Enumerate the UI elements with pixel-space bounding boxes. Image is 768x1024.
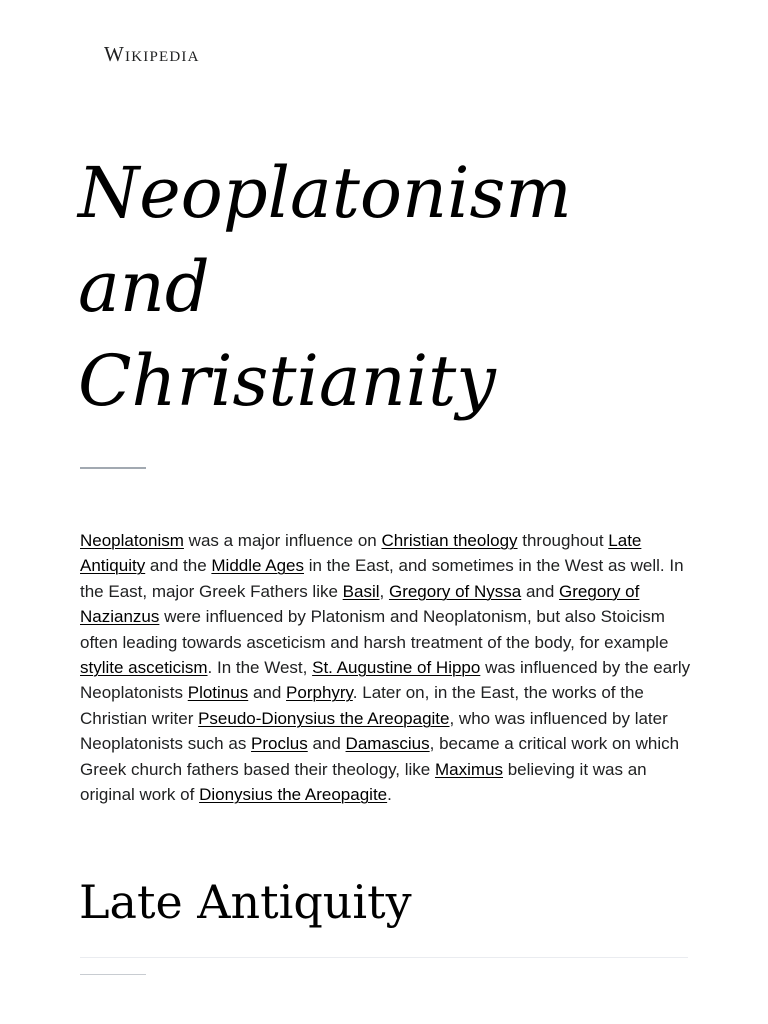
lead-text: throughout: [517, 531, 609, 550]
article-link[interactable]: stylite asceticism: [80, 658, 208, 678]
title-line: Christianity: [78, 340, 496, 422]
article-link[interactable]: St. Augustine of Hippo: [312, 658, 481, 678]
article-link[interactable]: Basil: [342, 581, 380, 601]
lead-text: was a major influence on: [183, 531, 382, 550]
article-link[interactable]: Middle Ages: [211, 556, 304, 576]
article-link[interactable]: Pseudo-Dionysius the Areopagite: [198, 708, 450, 728]
lead-text: , who was influenced by later Neoplatonists such as: [80, 708, 668, 754]
lead-text: . In the West,: [207, 658, 313, 678]
page-title: [78, 146, 718, 428]
article-link[interactable]: Plotinus: [187, 683, 249, 703]
wikipedia-wordmark[interactable]: Wikipedia: [104, 42, 200, 66]
title-line: Neoplatonism: [78, 152, 572, 234]
article-link[interactable]: Neoplatonism: [80, 531, 184, 550]
lead-text: and: [248, 683, 287, 703]
article-link[interactable]: Gregory of Nyssa: [388, 581, 522, 601]
lead-paragraph: [80, 528, 700, 807]
lead-text: and: [307, 734, 346, 754]
lead-text: .: [387, 785, 392, 805]
lead-text: . Later on, in the East, the works of the Christian writer: [80, 683, 644, 728]
lead-text: believing it was an original work of: [80, 759, 647, 805]
title-line: and: [78, 246, 210, 328]
lead-text: ,: [379, 581, 389, 601]
section-heading-late-antiquity[interactable]: Late Antiquity: [79, 875, 412, 929]
lead-text: , became a critical work on which Greek church fathers based their theology, like: [80, 734, 680, 779]
article-link[interactable]: Maximus: [434, 759, 503, 779]
section-divider: [80, 957, 688, 958]
lead-text: were influenced by Platonism and Neoplatonism, but also Stoicism often leading towards asceticism and harsh treatment of the body, for example: [80, 607, 669, 652]
lead-text: was influenced by the early Neoplatonists: [80, 658, 691, 703]
lead-text: in the East, and sometimes in the West as well. In the East, major Greek Fathers like: [80, 556, 684, 601]
article-link[interactable]: Christian theology: [381, 531, 518, 550]
lead-text: and: [521, 581, 560, 601]
article-link[interactable]: Gregory of Nazianzus: [80, 581, 640, 627]
article-link[interactable]: Porphyry: [286, 683, 353, 703]
section-rule: [80, 974, 146, 975]
article-link[interactable]: Late Antiquity: [80, 531, 642, 576]
article-link[interactable]: Proclus: [251, 734, 308, 754]
title-divider: [80, 467, 146, 469]
article-link[interactable]: Dionysius the Areopagite: [199, 785, 388, 805]
lead-text: and the: [145, 556, 212, 576]
article-link[interactable]: Damascius: [345, 734, 430, 754]
